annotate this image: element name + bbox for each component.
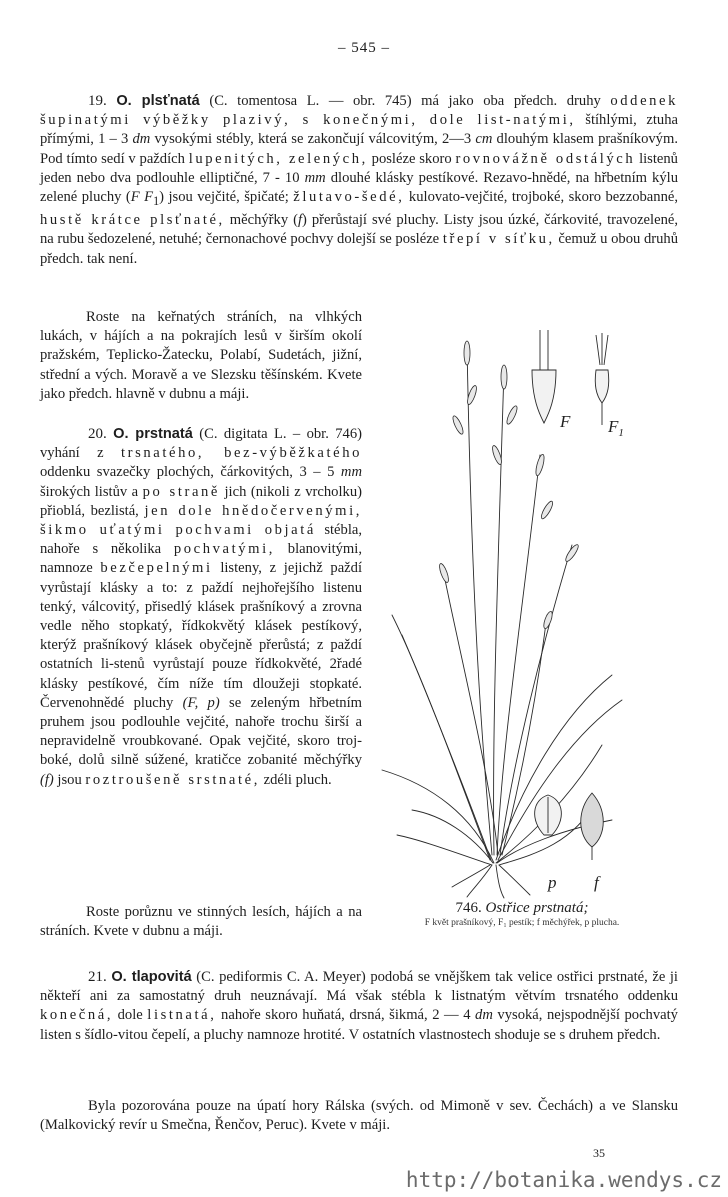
spikelet [505,405,519,426]
species-name: O. plsťnatá [116,93,200,109]
figure-746-illustration [372,315,672,900]
spikelet [464,341,470,365]
figure-ref: f [297,212,303,229]
text: se zeleným hřbetním pruhem jsou podlouhle vejčité, nahoře trochu širší a nepravidelně vroubkované. Opak vejčité, skoro troj-boké, dolů silně súžené, kratičce zobanité měchýřky [40,694,362,769]
species-name: O. prstnatá [113,426,193,442]
root [496,865,504,898]
figure-caption [372,900,672,928]
spaced-text: roztroušeně srstnaté, [85,771,260,788]
stamen [540,330,548,375]
spaced-text: rovnovážně odstálých [455,150,636,167]
pistil-F1 [595,370,609,403]
text: měchýřky ( [224,212,298,229]
spikelet [451,415,465,436]
spikelet [501,365,507,389]
spaced-text: hustě krátce plsťnaté, [40,212,225,229]
text: kulovato-vejčité, trojboké, skoro bezzobanné, [404,189,678,206]
stem [467,345,492,855]
utricle-f [581,793,604,847]
text: dlouhé klásky pestíkové. Rezavo-hnědé, na hřbetním kýlu zelené pluchy ( [40,169,678,206]
text: vysoká, nejspodnější pochvatý listen s šídlo-vitou čepelí, a pluchy namnoze hrotité. V ostatních vlastnostech shoduje se s druhem předch. [40,1007,678,1043]
stem [497,455,540,855]
text: posléze skoro [367,150,456,167]
caption-name: Ostřice prstnatá; [485,900,589,916]
habitat-text: Roste na keřnatých stráních, na vlhkých lukách, v hájích a na pokrajích lesů v širším okolí pražském, Teplicko-Žatecku, Polabí, Sudetách, jižní, střední a vých. Moravě a ve Slezsku těšínském. Kvete jako předch. hlavně v dubnu a máji. [40,309,362,402]
spaced-text: po straně [142,483,220,500]
unit: dm [475,1007,493,1024]
species-19-habitat [40,308,362,404]
leaf [397,835,492,865]
habitat-text: Byla pozorována pouze na úpatí hory Rálska (svých. od Mimoně v sev. Čechách) a ve Slansku (Malkovický revír u Smečna, Řenčov, Peruc). Kvete v máji. [40,1098,678,1134]
species-21-description [40,968,678,1045]
leaf [392,615,490,860]
text: čemuž u obou druhů předch. tak není. [40,231,678,267]
species-20-habitat [40,903,362,941]
text: jsou [53,771,86,788]
caption-number: 746. [455,900,482,916]
species-20-description [40,425,362,790]
label-F: F [560,412,571,431]
text: dlouhým klasem prašníkovým. Pod tímto sedí v paždích [40,131,678,167]
spikelet [542,611,554,630]
text: listeny, z jejichž paždí vyrůstají klásky a to: z paždí nejhořejšího listenu tenký, válcovitý, přisedlý klásek prašníkový a zrovna vedle něho stopkatý, řídkokvětý klásek pestíkový, kterýž prašníkový klásek obyčejně přerůstá; z paždí ostatních li-stenů vyrůstají pouze řídkokvěté, 2řadé klásky pestíkové, čím níže tím dloužeji stopkaté. Červenohnědé pluchy [40,560,362,711]
label-F1: $F_1$ [608,417,624,439]
text: (C. digitata L. – obr. 746) vyhání z [40,426,362,462]
text: ) jsou vejčité, špičaté; [159,189,294,206]
spaced-text: třepí v síťku, [442,231,555,248]
species-number: 20. [88,426,107,442]
text: zdéli pluch. [259,771,332,788]
unit: cm [475,131,493,148]
spaced-text: žlutavo-šedé, [293,189,405,206]
habitat-text: Roste porůznu ve stinných lesích, hájích a na stráních. Kvete v dubnu a máji. [40,904,362,940]
figure-ref: F F [130,189,154,206]
unit: mm [340,464,362,481]
spaced-text: lupenitých, zelených, [188,150,368,167]
text: vysokými stébly, která se zakončují válcovitým, 2—3 [150,131,476,148]
root [467,865,492,897]
species-number: 21. [88,969,107,985]
spaced-text: oddenek šupinatými výběžky plazivý, s konečnými, dole list-natými, [40,93,679,129]
spaced-text: listnatá, [147,1007,217,1024]
spaced-text: jen dole hnědočervenými, šikmo uťatými pochvami objatá [40,502,362,539]
figure-ref: (f) [40,771,54,788]
spaced-text: trsnatého, bez-výběžkatého [121,445,362,462]
label-p: p [548,873,557,892]
spikelet [438,563,450,584]
text: listenů jeden nebo dva podlouhle elliptičné, 7 - 10 [40,150,678,186]
leaf [498,700,622,860]
text: ) přerůstají své pluchy. Listy jsou úzké, čárkovité, travozelené, na rubu šedozelené, netuhé; černonachové pochvy dolejší se posléze [40,212,678,248]
spaced-text: bezčepelnými [100,560,213,577]
species-number: 19. [88,93,107,109]
label-f: f [594,873,599,892]
spikelet [539,500,554,520]
folio-number: 35 [593,1146,605,1160]
species-19-description [40,92,678,269]
text: štíhlými, ztuha přímými, 1 – 3 [40,112,678,148]
text: blanovitými, namnoze [40,541,362,577]
text: nahoře skoro huňatá, drsná, šikmá, 2 — 4 [216,1007,476,1024]
figure-ref: (F, p) [182,694,220,711]
carex-drawing [372,315,672,900]
spaced-text: konečná, [40,1007,114,1024]
text: oddenku svazečky plochých, čárkovitých, 3 – 5 [40,464,341,481]
species-name: O. tlapovitá [111,969,192,985]
text: stébla, nahoře s několika [40,522,363,558]
spikelet [534,454,545,477]
stem [442,565,498,855]
leaf [382,770,494,863]
caption-legend: F květ prašníkový, F₁ pestík; f měchýřek, p plucha. [424,918,620,928]
root [499,865,530,895]
species-21-habitat [40,1097,678,1135]
caption-title [372,900,672,917]
figure-ref-sub: 1 [153,193,160,208]
text: dole [113,1007,148,1024]
glume-F [532,370,556,423]
unit: mm [304,169,326,186]
spaced-text: pochvatými, [173,541,276,558]
text: (C. pediformis C. A. Meyer) podobá se vnějškem tak velice ostřici prstnaté, že ji někteří ani za samostatný druh neuznávají. Má však stébla k listnatým větvím trsnatého oddenku [40,969,678,1005]
stigma [596,333,608,365]
text: jich (nikoli z vrcholku) přioblá, bezlistá, [40,483,362,519]
unit: dm [132,131,151,148]
text: (C. tomentosa L. — obr. 745) má jako oba předch. druhy [199,93,611,109]
watermark-url: http://botanika.wendys.cz [405,1168,722,1192]
text: širokých listův a [40,483,143,500]
page-number: – 545 – [338,40,390,56]
